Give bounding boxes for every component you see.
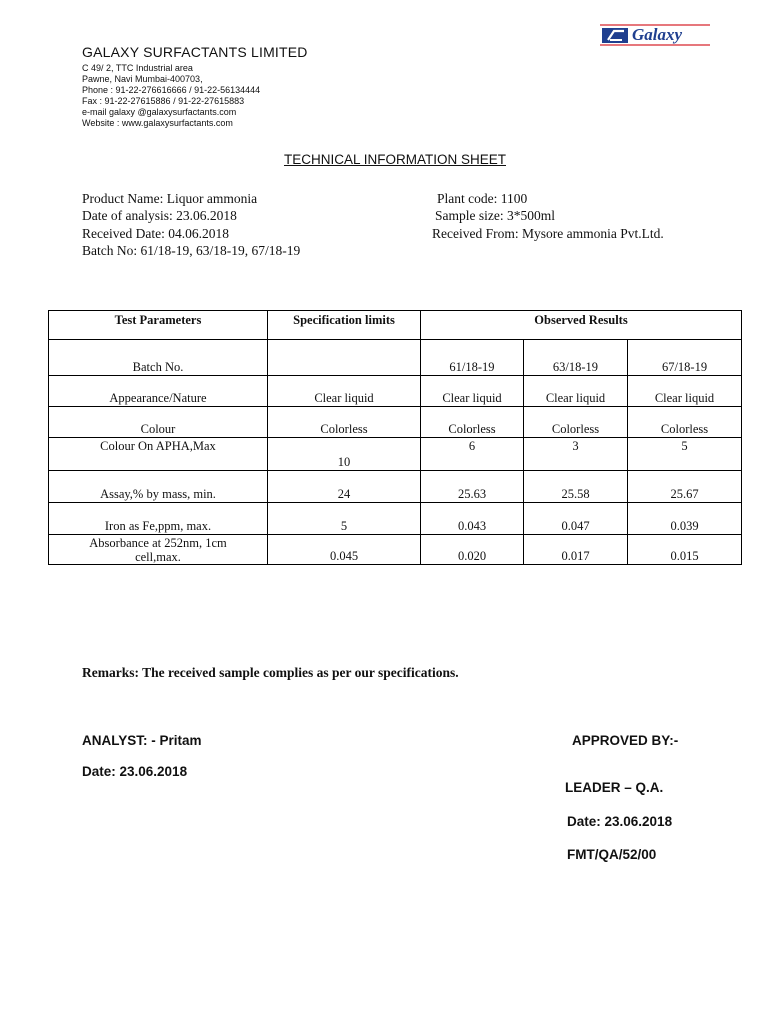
received-date: Received Date: 04.06.2018: [82, 226, 229, 241]
table-row: [49, 438, 742, 471]
table-header-row: [49, 311, 742, 340]
table-row: [49, 471, 742, 503]
remarks: Remarks: The received sample complies as per our specifications.: [82, 665, 459, 680]
galaxy-logo: [600, 22, 710, 48]
analyst-date: Date: 23.06.2018: [82, 764, 188, 779]
spec-cell: 5: [268, 503, 421, 535]
sample-size: Sample size: 3*500ml: [435, 208, 555, 223]
result-cell: Clear liquid: [524, 376, 628, 407]
table-row: [49, 376, 742, 407]
leader-date: Date: 23.06.2018: [567, 814, 673, 829]
result-cell: Colorless: [421, 407, 524, 438]
result-cell: 3: [524, 438, 628, 471]
header-observed-results: Observed Results: [421, 311, 742, 340]
param-cell: [49, 535, 268, 565]
result-cell: Colorless: [628, 407, 742, 438]
result-cell: Clear liquid: [628, 376, 742, 407]
results-table: [48, 310, 742, 565]
result-cell: 0.020: [421, 535, 524, 565]
table-row: [49, 535, 742, 565]
spec-cell: 0.045: [268, 535, 421, 565]
spec-cell: 10: [268, 438, 421, 471]
approved-by: APPROVED BY:-: [572, 733, 679, 748]
result-cell: 25.63: [421, 471, 524, 503]
logo-wordmark: Galaxy: [632, 25, 683, 44]
website-line: Website : www.galaxysurfactants.com: [82, 118, 233, 128]
result-cell: 0.043: [421, 503, 524, 535]
phone-line: Phone : 91-22-27661​6666 / 91-22-56134444: [82, 85, 261, 95]
header-specification-limits: Specification limits: [268, 311, 421, 340]
spec-cell: 24: [268, 471, 421, 503]
result-cell: Clear liquid: [421, 376, 524, 407]
email-line: e-mail galaxy @galaxysurfactants.com: [82, 107, 237, 117]
result-cell: 25.58: [524, 471, 628, 503]
param-cell: Appearance/Nature: [49, 376, 268, 407]
leader-qa: LEADER – Q.A.: [565, 780, 664, 795]
result-cell: 61/18-19: [421, 340, 524, 376]
result-cell: 0.047: [524, 503, 628, 535]
sheet-title: TECHNICAL INFORMATION SHEET: [283, 152, 506, 167]
result-cell: 5: [628, 438, 742, 471]
address-line-1: C 49/ 2, TTC Industrial area: [82, 63, 193, 73]
header-test-parameters: Test Parameters: [49, 311, 268, 340]
result-cell: 0.015: [628, 535, 742, 565]
product-name: Product Name: Liquor ammonia: [82, 191, 258, 206]
table-row: [49, 503, 742, 535]
fax-line: Fax : 91-22-27615886 / 91-22-27615883: [82, 96, 245, 106]
spec-cell: Colorless: [268, 407, 421, 438]
company-name: GALAXY SURFACTANTS LIMITED: [82, 44, 308, 60]
result-cell: 63/18-19: [524, 340, 628, 376]
param-cell: Assay,% by mass, min.: [49, 471, 268, 503]
spec-cell: Clear liquid: [268, 376, 421, 407]
param-line: cell,max.: [135, 550, 181, 564]
param-cell: Batch No.: [49, 340, 268, 376]
form-number: FMT/QA/52/00: [567, 847, 657, 862]
param-cell: Colour: [49, 407, 268, 438]
table-row: [49, 407, 742, 438]
address-line-2: Pawne, Navi Mumbai-400703,: [82, 74, 203, 84]
param-cell: Iron as Fe,ppm, max.: [49, 503, 268, 535]
param-cell: Colour On APHA,Max: [49, 438, 268, 471]
analyst: ANALYST: - Pritam: [82, 733, 202, 748]
result-cell: 0.017: [524, 535, 628, 565]
result-cell: Colorless: [524, 407, 628, 438]
batch-numbers: Batch No: 61/18-19, 63/18-19, 67/18-19: [82, 243, 301, 258]
result-cell: 0.039: [628, 503, 742, 535]
received-from: Received From: Mysore ammonia Pvt.Ltd.: [432, 226, 664, 241]
date-of-analysis: Date of analysis: 23.06.2018: [82, 208, 237, 223]
spec-cell: [268, 340, 421, 376]
param-line: Absorbance at 252nm, 1cm: [89, 536, 227, 550]
result-cell: 25.67: [628, 471, 742, 503]
result-cell: 6: [421, 438, 524, 471]
plant-code: Plant code: 1100: [437, 191, 528, 206]
result-cell: 67/18-19: [628, 340, 742, 376]
table-row: [49, 340, 742, 376]
